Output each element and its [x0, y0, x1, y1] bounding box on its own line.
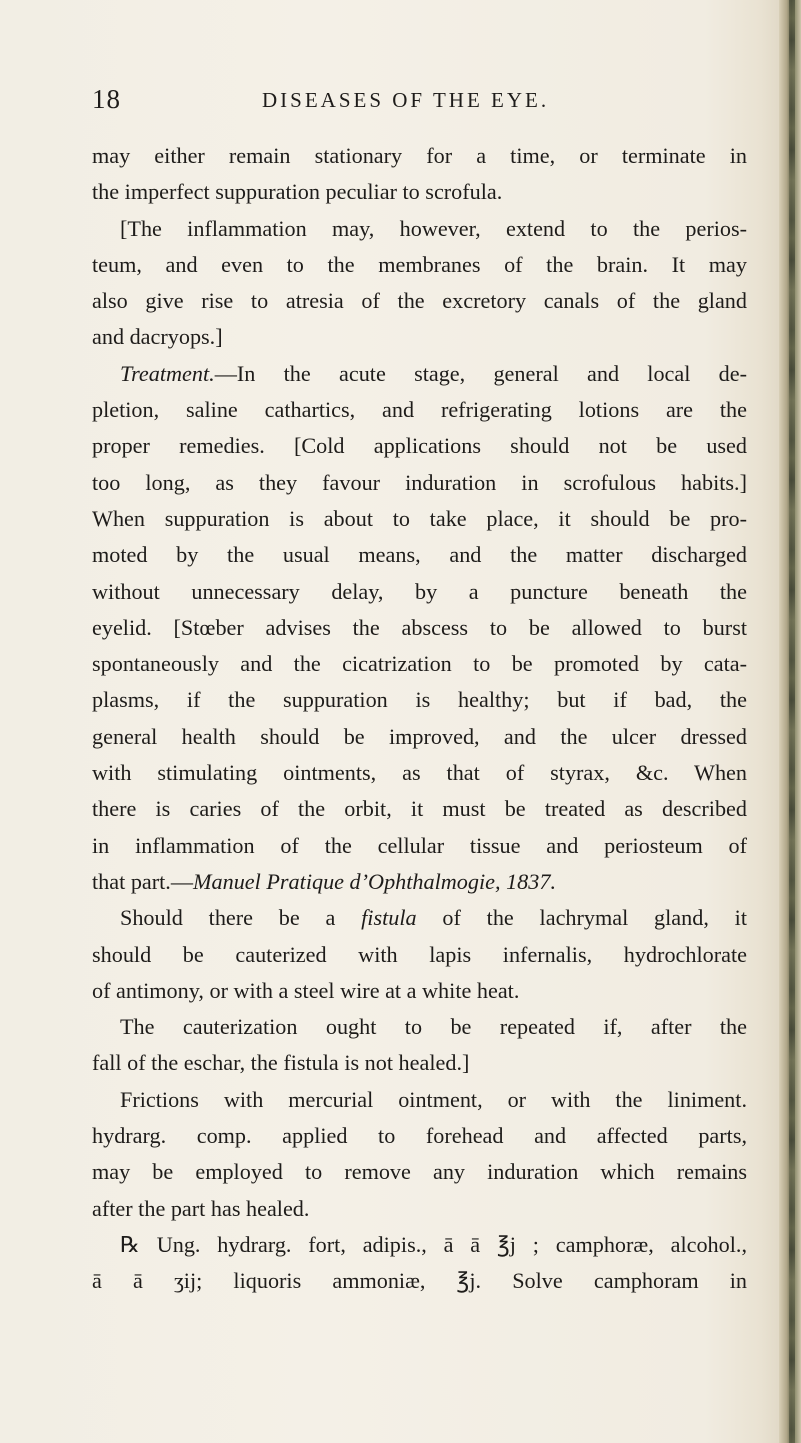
text-line [92, 864, 747, 900]
text-line: teum, and even to the membranes of the brain. It may [92, 251, 747, 277]
text-line: and dacryops.] [92, 324, 223, 350]
text-run: of the lachrymal gland, it [416, 905, 747, 931]
text-line: proper remedies. [Cold applications should not be used [92, 433, 747, 459]
text-line: spontaneously and the cicatrization to be promoted by cata- [92, 651, 747, 677]
text-line: ā ā ʒij; liquoris ammoniæ, ℥j. Solve camphoram in [92, 1268, 747, 1294]
text-line: ℞ Ung. hydrarg. fort, adipis., ā ā ℥j ; camphoræ, alcohol., [120, 1231, 747, 1257]
text-run: Should there be a [120, 905, 362, 931]
page-number: 18 [92, 84, 121, 114]
text-line: plasms, if the suppuration is healthy; but if bad, the [92, 687, 747, 713]
page-binding-edge [789, 0, 795, 1443]
text-run: that part.— [92, 868, 194, 894]
text-line: [The inflammation may, however, extend to the perios- [120, 215, 747, 241]
text-line: general health should be improved, and the ulcer dressed [92, 723, 747, 749]
text-line: When suppuration is about to take place, it should be pro- [92, 505, 747, 531]
text-line [92, 356, 747, 392]
text-line: moted by the usual means, and the matter discharged [92, 542, 747, 568]
citation-title: Manuel Pratique d’Ophthalmogie, 1837. [193, 868, 557, 894]
text-line [92, 900, 747, 936]
text-line: should be cauterized with lapis infernalis, hydrochlorate [92, 941, 747, 967]
text-line: eyelid. [Stœber advises the abscess to be allowed to burst [92, 614, 747, 640]
text-line: there is caries of the orbit, it must be treated as described [92, 796, 747, 822]
text-line: also give rise to atresia of the excretory canals of the gland [92, 288, 747, 314]
text-line: without unnecessary delay, by a puncture beneath the [92, 578, 747, 604]
running-head: DISEASES OF THE EYE. [262, 88, 550, 112]
text-line: after the part has healed. [92, 1195, 310, 1221]
text-line: Frictions with mercurial ointment, or with the liniment. [120, 1086, 747, 1112]
text-line: in inflammation of the cellular tissue and periosteum of [92, 832, 747, 858]
text-line: may be employed to remove any induration which remains [92, 1159, 747, 1185]
emphasis-fistula: fistula [361, 905, 417, 931]
text-line: The cauterization ought to be repeated if, after the [120, 1014, 747, 1040]
text-line: fall of the eschar, the fistula is not healed.] [92, 1050, 470, 1076]
text-line: of antimony, or with a steel wire at a white heat. [92, 977, 520, 1003]
text-run: —In the acute stage, general and local de- [214, 360, 747, 386]
page-header [92, 84, 742, 118]
text-line: too long, as they favour induration in scrofulous habits.] [92, 469, 747, 495]
body-text [92, 138, 747, 1300]
text-line: may either remain stationary for a time, or terminate in [92, 143, 747, 168]
text-line: hydrarg. comp. applied to forehead and affected parts, [92, 1123, 747, 1149]
text-line: the imperfect suppuration peculiar to scrofula. [92, 179, 503, 205]
text-line: with stimulating ointments, as that of styrax, &c. When [92, 760, 747, 786]
text-line: pletion, saline cathartics, and refrigerating lotions are the [92, 397, 747, 423]
section-heading-treatment: Treatment. [120, 360, 215, 386]
